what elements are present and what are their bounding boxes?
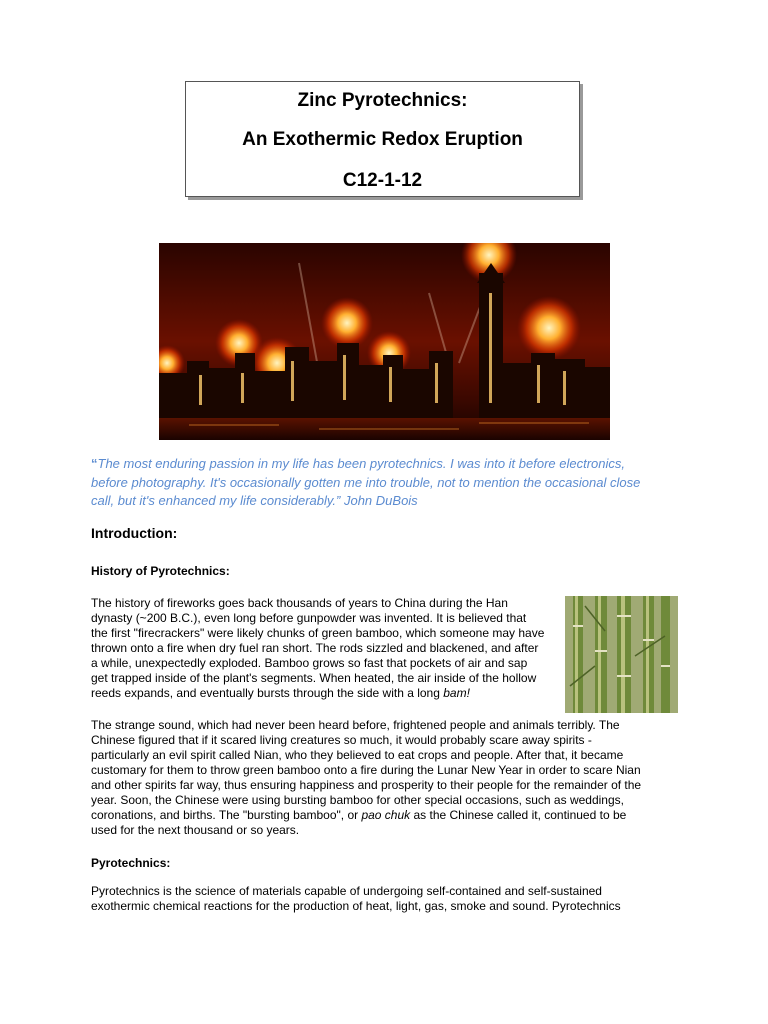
- heading-introduction: Introduction:: [91, 525, 178, 541]
- quote-line-2: before photography. It's occasionally gotten me into trouble, not to mention the occasional close: [91, 474, 641, 490]
- document-subtitle: An Exothermic Redox Eruption: [242, 129, 523, 150]
- document-code: C12-1-12: [342, 170, 423, 191]
- title-box: [185, 81, 580, 197]
- opening-quote: [91, 455, 691, 511]
- quote-line-3: call, but it's enhanced my life considerably.” John DuBois: [91, 493, 418, 508]
- heading-history: History of Pyrotechnics:: [91, 564, 230, 578]
- heading-pyrotechnics: Pyrotechnics:: [91, 856, 171, 870]
- fireworks-skyline-photo: [159, 243, 610, 440]
- emphasis-pao-chuk: pao chuk: [361, 808, 411, 822]
- quote-line-1: “The most enduring passion in my life has been pyrotechnics. I was into it before electronics,: [91, 456, 625, 471]
- document-title: Zinc Pyrotechnics:: [297, 90, 468, 111]
- emphasis-bam: bam!: [443, 686, 470, 700]
- bamboo-photo: [565, 596, 678, 713]
- quote-open-mark: “: [91, 456, 98, 471]
